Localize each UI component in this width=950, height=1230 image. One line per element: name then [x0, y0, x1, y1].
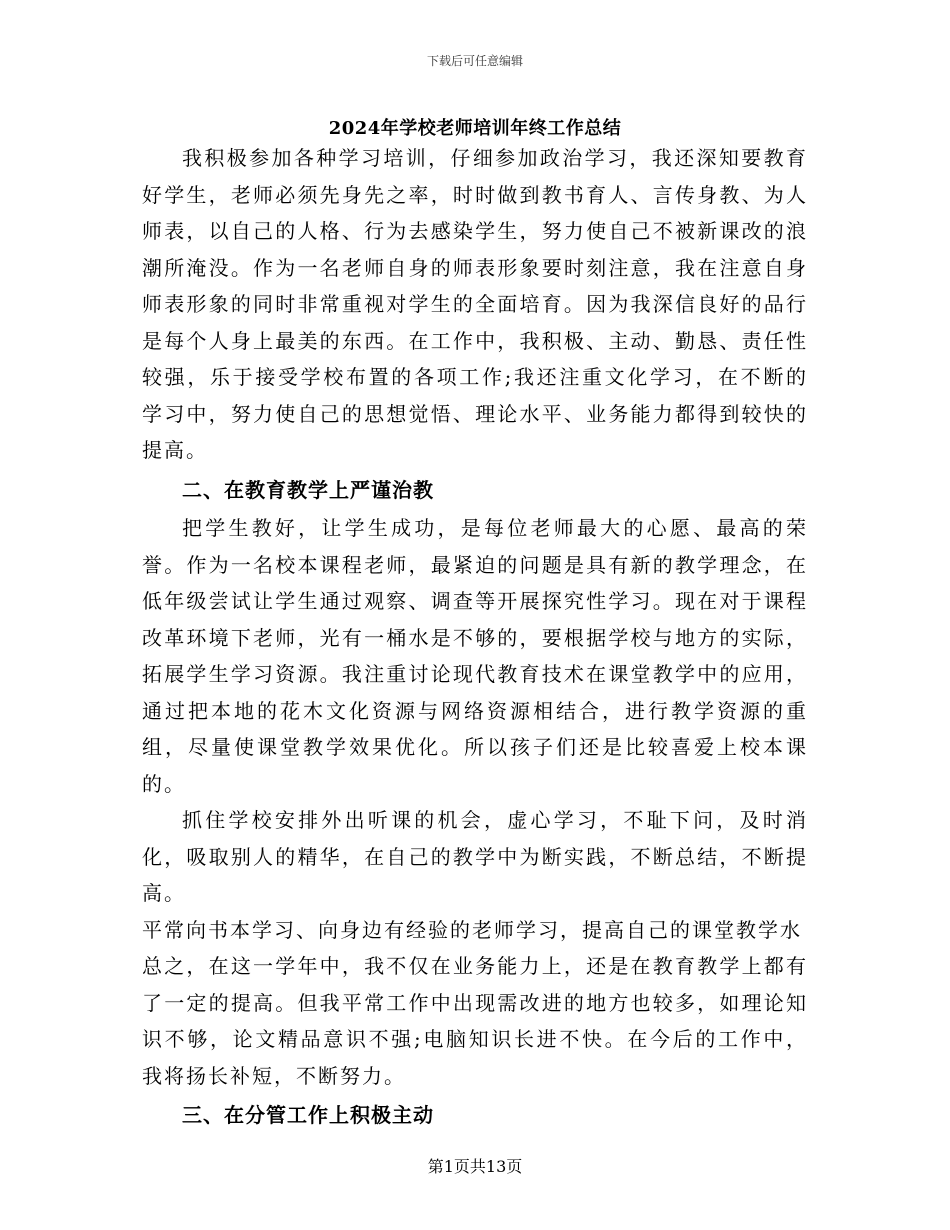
paragraph: 总之，在这一学年中，我不仅在业务能力上，还是在教育教学上都有了一定的提高。但我平常工作中出现需改进的地方也较多，如理论知识不够，论文精品意识不强;电脑知识长进不快。在今后的工作中，我将扬长补短，不断努力。 [142, 954, 808, 1088]
section-heading: 三、在分管工作上积极主动 [182, 1103, 434, 1127]
page-header-note: 下载后可任意编辑 [426, 54, 523, 68]
page-number: 第1页共13页 [427, 1157, 523, 1176]
paragraph: 平常向书本学习、向身边有经验的老师学习，提高自己的课堂教学水 [142, 917, 802, 942]
document-title: 2024年学校老师培训年终工作总结 [328, 118, 622, 139]
paragraph: 把学生教好，让学生成功，是每位老师最大的心愿、最高的荣誉。作为一名校本课程老师，最紧迫的问题是具有新的教学理念，在低年级尝试让学生通过观察、调查等开展探究性学习。现在对于课程改革环境下老师，光有一桶水是不够的，要根据学校与地方的实际，拓展学生学习资源。我注重讨论现代教育技术在课堂教学中的应用，通过把本地的花木文化资源与网络资源相结合，进行教学资源的重组，尽量使课堂教学效果优化。所以孩子们还是比较喜爱上校本课的。 [142, 516, 808, 796]
document-body [142, 140, 808, 1136]
section-heading: 二、在教育教学上严谨治教 [182, 477, 434, 502]
paragraph: 我积极参加各种学习培训，仔细参加政治学习，我还深知要教育好学生，老师必须先身先之率，时时做到教书育人、言传身教、为人师表，以自己的人格、行为去感染学生，努力使自己不被新课改的浪潮所淹没。作为一名老师自身的师表形象要时刻注意，我在注意自身师表形象的同时非常重视对学生的全面培育。因为我深信良好的品行是每个人身上最美的东西。在工作中，我积极、主动、勤恳、责任性较强，乐于接受学校布置的各项工作;我还注重文化学习，在不断的学习中，努力使自己的思想觉悟、理论水平、业务能力都得到较快的提高。 [142, 146, 808, 462]
paragraph: 抓住学校安排外出听课的机会，虚心学习，不耻下问，及时消化，吸取别人的精华，在自己的教学中为断实践，不断总结，不断提高。 [142, 808, 808, 905]
